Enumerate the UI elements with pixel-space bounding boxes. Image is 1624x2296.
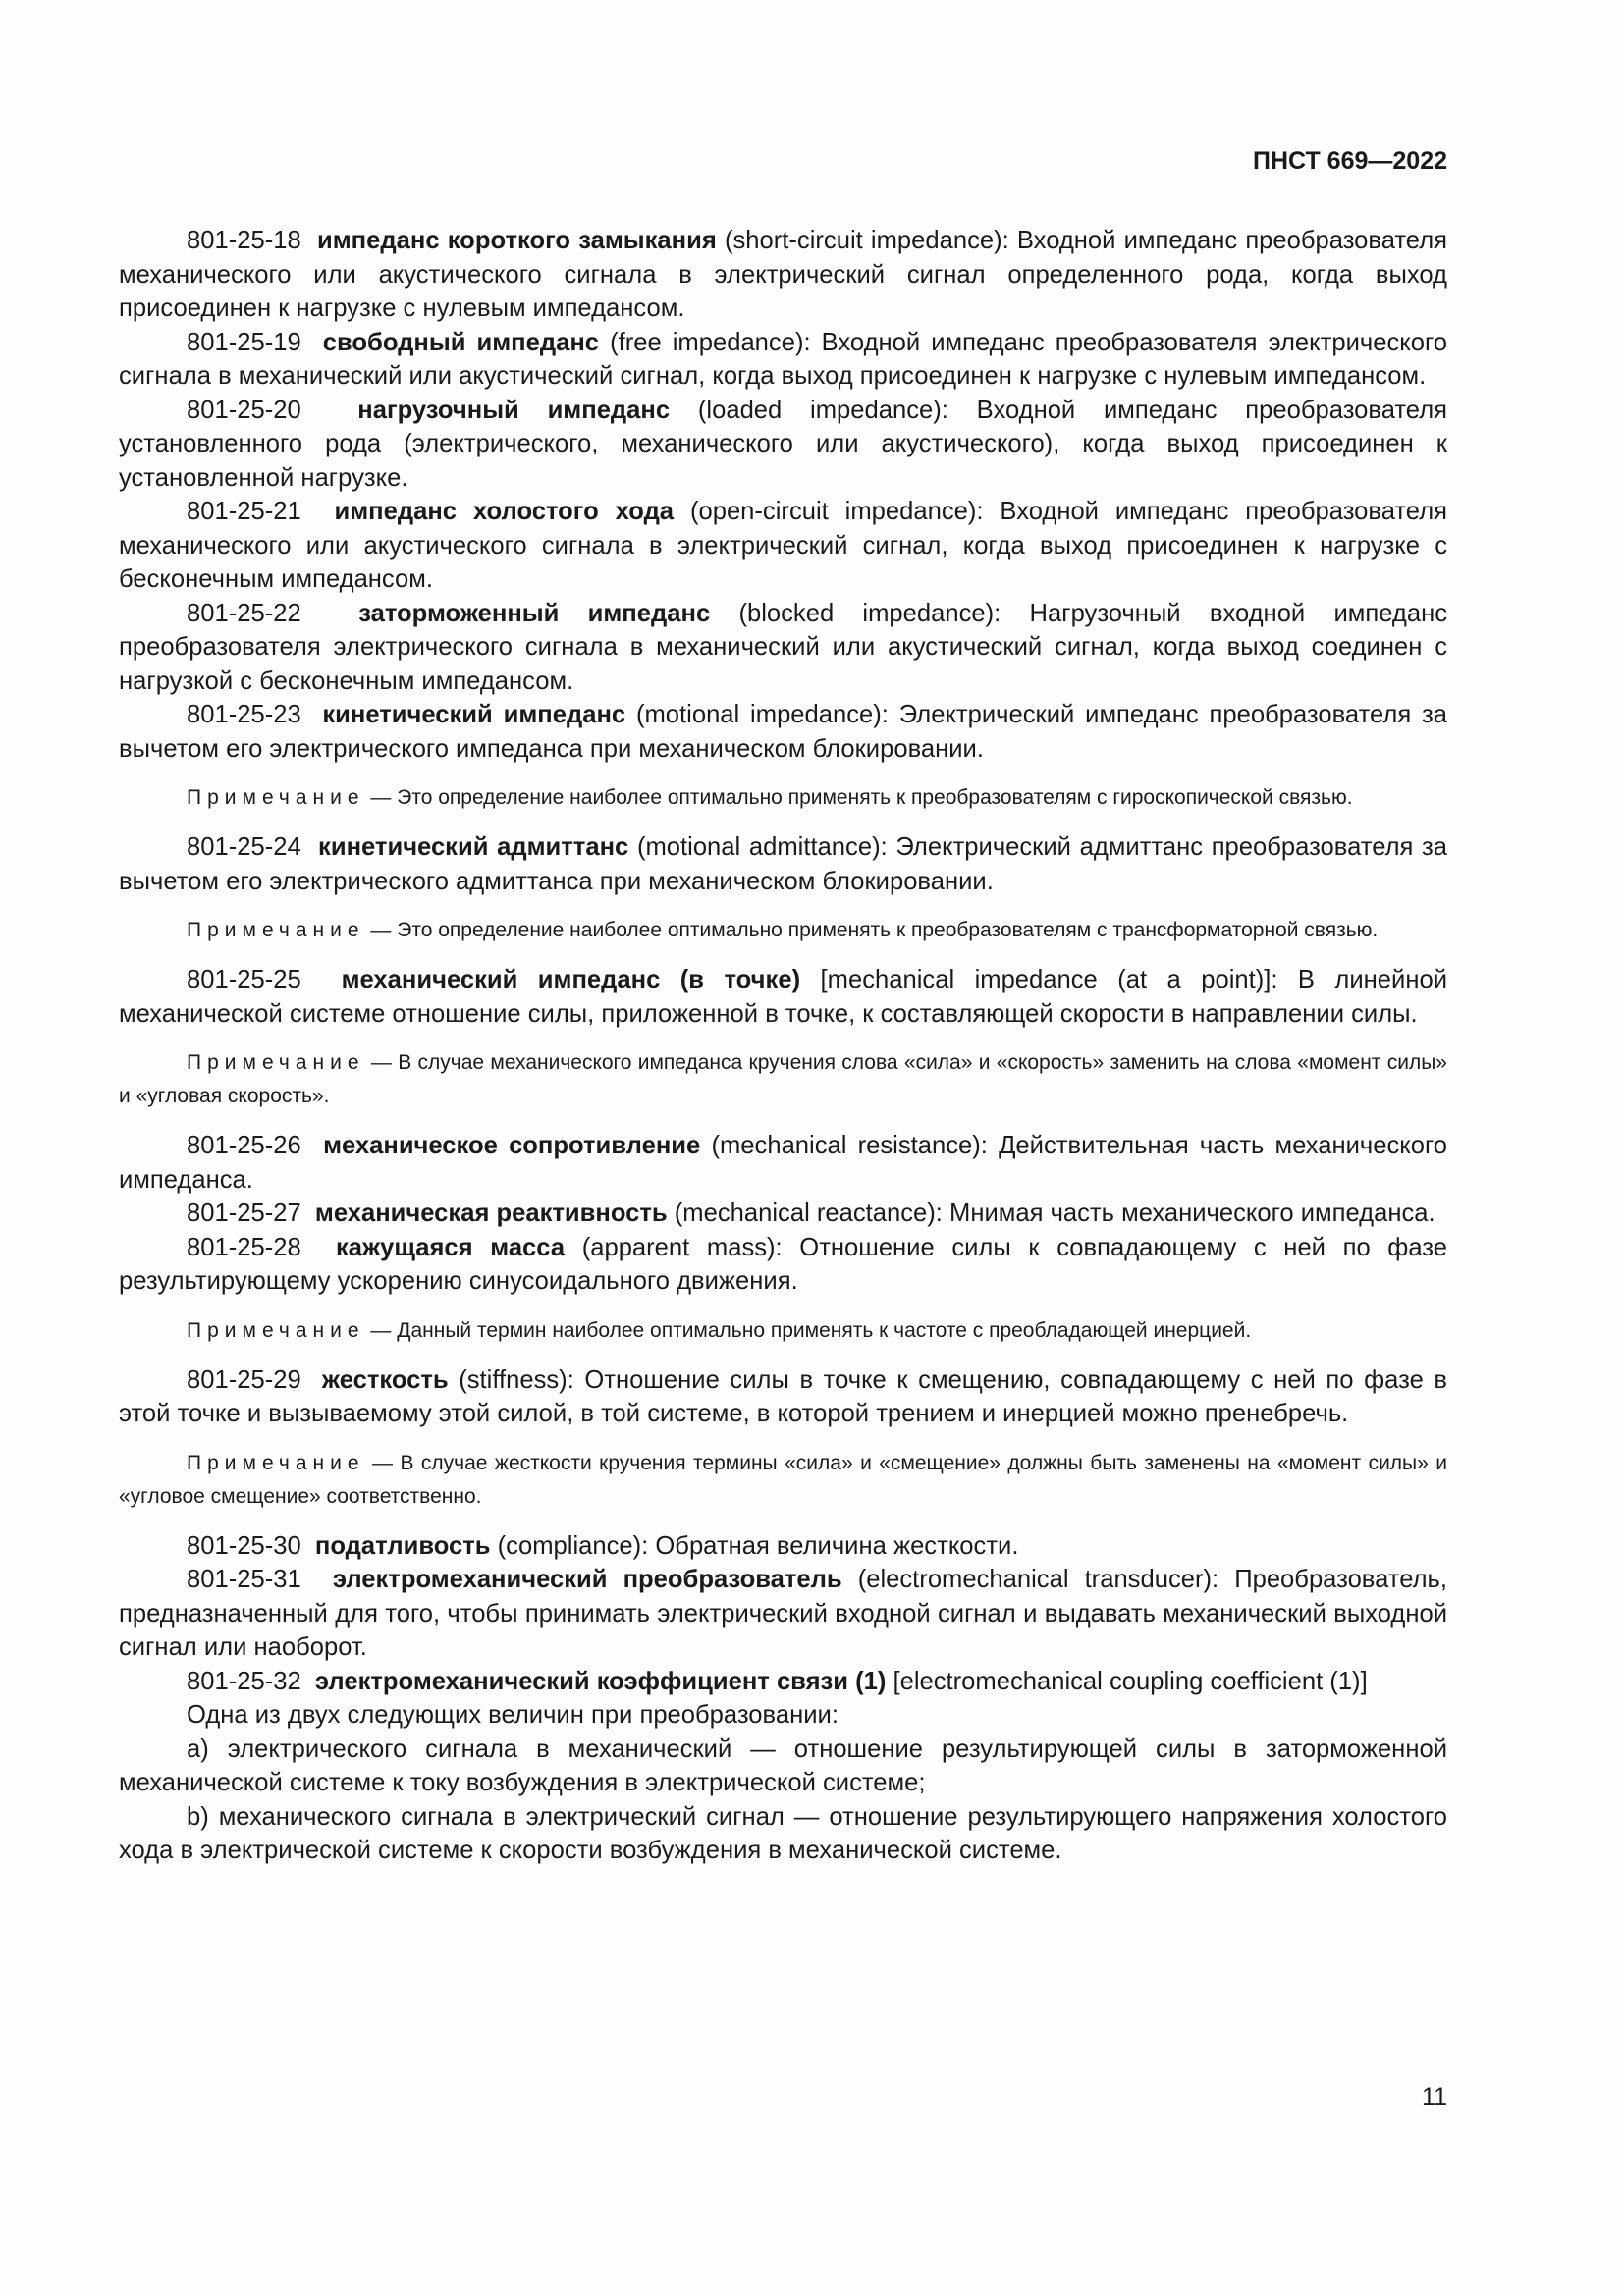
list-item-b: b) механического сигнала в электрический сигнал — отношение результирующего напряжения холостого хода в электрической системе к скорости возбуждения в механической системе. [119, 1802, 1447, 1864]
entry-801-25-27: 801-25-27 механическая реактивность (mechanical reactance): Мнимая часть механического импеданса. [187, 1200, 1435, 1227]
document-body [119, 224, 1447, 1868]
entry-801-25-25: 801-25-25 механический импеданс (в точке) [mechanical impedance (at a point)]: В линейной механической системе отношение силы, приложенной в точке, к составляющей скорости в направлении силы. [119, 966, 1447, 1028]
entry-801-25-19: 801-25-19 свободный импеданс (free impedance): Входной импеданс преобразователя электрического сигнала в механический или акустический сигнал, когда выход присоединен к нагрузке с нулевым импедансом. [119, 328, 1447, 390]
note: Примечание — Это определение наиболее оптимально применять к преобразователям с гироскопической связью. [187, 786, 1353, 809]
entry-801-25-29: 801-25-29 жесткость (stiffness): Отношение силы в точке к смещению, совпадающему с ней по фазе в этой точке и вызываемому этой силой, в той системе, в которой трением и инерцией можно пренебречь. [119, 1365, 1447, 1427]
entry-801-25-21: 801-25-21 импеданс холостого хода (open-circuit impedance): Входной импеданс преобразователя механического или акустического сигнала в электрический сигнал, когда выход присоединен к нагрузке с бесконечным импедансом. [119, 498, 1447, 593]
note: Примечание — В случае жесткости кручения термины «сила» и «смещение» должны быть заменены на «момент силы» и «угловое смещение» соответственно. [119, 1451, 1447, 1508]
entry-801-25-23: 801-25-23 кинетический импеданс (motional impedance): Электрический импеданс преобразователя за вычетом его электрического импеданса при механическом блокировании. [119, 701, 1447, 763]
note: Примечание — Данный термин наиболее оптимально применять к частоте с преобладающей инерцией. [187, 1318, 1252, 1342]
note: Примечание — Это определение наиболее оптимально применять к преобразователям с трансформаторной связью. [187, 919, 1379, 941]
entry-801-25-28: 801-25-28 кажущаяся масса (apparent mass): Отношение силы к совпадающему с ней по фазе результирующему ускорению синусоидального движения. [119, 1233, 1447, 1295]
entry-801-25-30: 801-25-30 податливость (compliance): Обратная величина жесткости. [187, 1531, 1019, 1560]
entry-801-25-20: 801-25-20 нагрузочный импеданс (loaded impedance): Входной импеданс преобразователя установленного рода (электрического, механического или акустического), когда выход присоединен к установленной нагрузке. [119, 396, 1447, 492]
page-number: 11 [1422, 2083, 1447, 2110]
note: Примечание — В случае механического импеданса кручения слова «сила» и «скорость» заменить на слова «момент силы» и «угловая скорость». [119, 1051, 1447, 1107]
entry-801-25-22: 801-25-22 заторможенный импеданс (blocked impedance): Нагрузочный входной импеданс преобразователя электрического сигнала в механический или акустический сигнал, когда выход соединен с нагрузкой с бесконечным импедансом. [119, 599, 1447, 695]
entry-801-25-32: 801-25-32 электромеханический коэффициент связи (1) [electromechanical coupling coefficient (1)] [187, 1667, 1368, 1695]
entry-801-25-31: 801-25-31 электромеханический преобразователь (electromechanical transducer): Преобразователь, предназначенный для того, чтобы принимать электрический входной сигнал и выдавать механический выходной сигнал или наоборот. [119, 1566, 1447, 1661]
document-id: ПНСТ 669—2022 [1253, 147, 1447, 175]
entry-801-25-24: 801-25-24 кинетический адмиттанс (motional admittance): Электрический адмиттанс преобразователя за вычетом его электрического адмиттанса при механическом блокировании. [119, 833, 1447, 895]
list-item-a: a) электрического сигнала в механический — отношение результирующей силы в заторможенной механической системе к току возбуждения в электрической системе; [119, 1735, 1447, 1796]
entry-801-25-18: 801-25-18 импеданс короткого замыкания (short-circuit impedance): Входной импеданс преобразователя механического или акустического сигнала в электрический сигнал определенного рода, когда выход присоединен к нагрузке с нулевым импедансом. [119, 227, 1447, 322]
definition-intro: Одна из двух следующих величин при преобразовании: [187, 1701, 839, 1729]
entry-801-25-26: 801-25-26 механическое сопротивление (mechanical resistance): Действительная часть механического импеданса. [119, 1132, 1447, 1194]
